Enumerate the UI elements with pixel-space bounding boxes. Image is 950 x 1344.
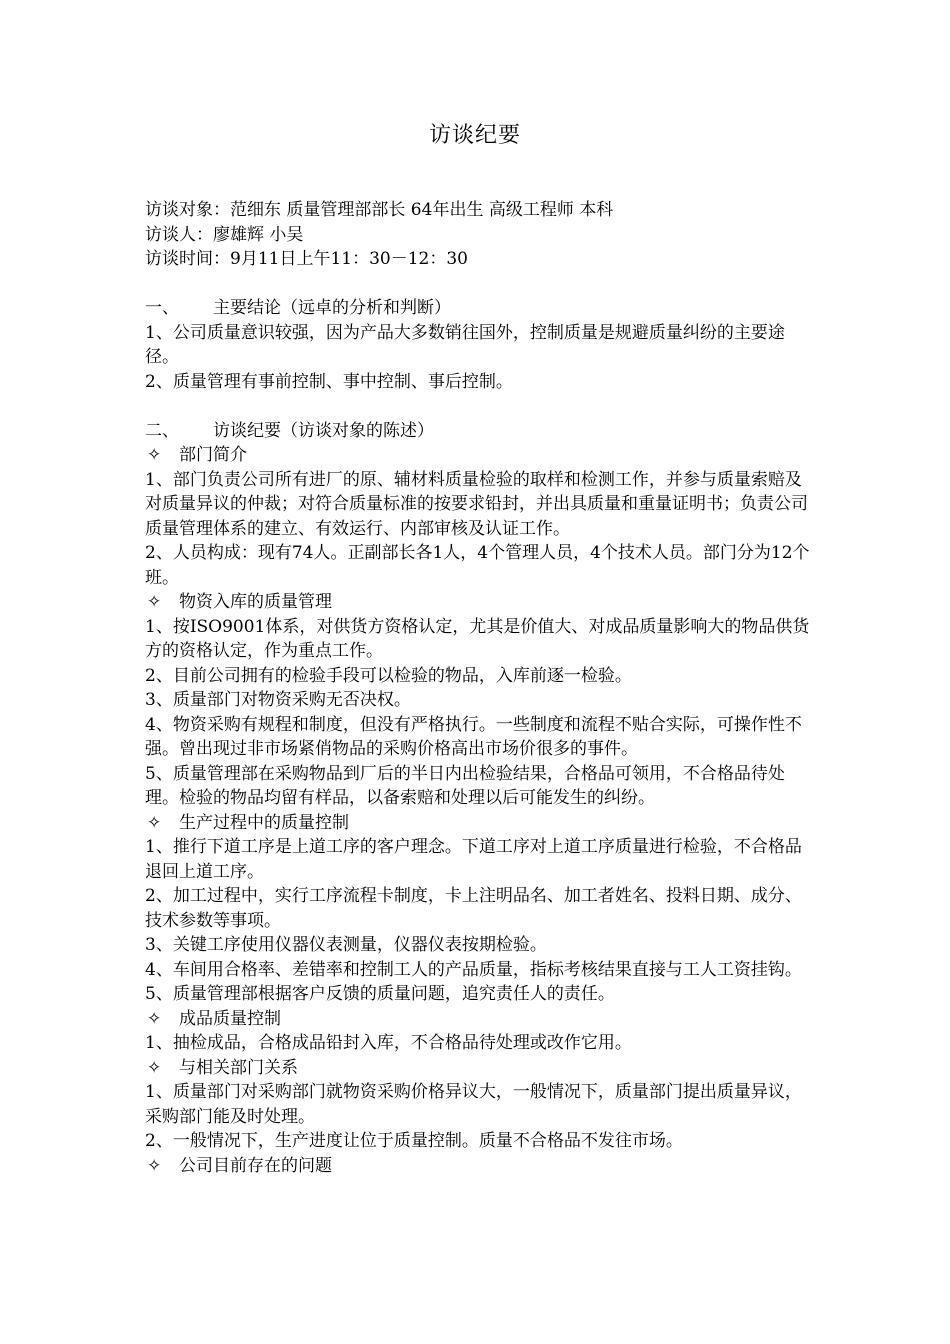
diamond-bullet-icon: ✧ (147, 812, 162, 833)
paragraph: 2、一般情况下，生产进度让位于质量控制。质量不合格品不发往市场。 (145, 1131, 683, 1151)
bullet-label: 与相关部门关系 (179, 1057, 298, 1078)
bullet-heading (145, 811, 810, 836)
paragraph: 1、质量部门对采购部门就物资采购价格异议大，一般情况下，质量部门提出质量异议，采购部门能及时处理。 (145, 1082, 802, 1127)
bullet-heading (145, 1056, 810, 1081)
bullet-label: 物资入库的质量管理 (179, 592, 332, 612)
diamond-bullet-icon: ✧ (147, 445, 162, 465)
section-title: 主要结论（远卓的分析和判断） (213, 298, 451, 318)
diamond-bullet-icon: ✧ (147, 592, 162, 612)
paragraph: 1、公司质量意识较强，因为产品大多数销往国外，控制质量是规避质量纠纷的主要途径。 (145, 322, 785, 367)
bullet-label: 成品质量控制 (179, 1008, 281, 1029)
spacer (145, 394, 810, 419)
bullet-heading (145, 590, 810, 615)
bullet-heading (145, 443, 810, 468)
paragraph: 1、抽检成品，合格成品铅封入库，不合格品待处理或改作它用。 (145, 1033, 632, 1053)
meta-time: 访谈时间：9月11日上午11：30－12：30 (145, 249, 468, 269)
diamond-bullet-icon: ✧ (147, 1008, 162, 1029)
paragraph: 2、质量管理有事前控制、事中控制、事后控制。 (145, 371, 513, 392)
paragraph: 2、人员构成：现有74人。正副部长各1人，4个管理人员，4个技术人员。部门分为12个班。 (145, 543, 810, 588)
meta-interviewer: 访谈人：廖雄辉 小吴 (145, 224, 304, 245)
section-heading-2 (145, 419, 810, 444)
bullet-heading (145, 1154, 810, 1179)
paragraph: 5、质量管理部在采购物品到厂后的半日内出检验结果，合格品可领用，不合格品待处理。检验的物品均留有样品，以备索赔和处理以后可能发生的纠纷。 (145, 763, 785, 808)
paragraph: 2、目前公司拥有的检验手段可以检验的物品，入库前逐一检验。 (145, 665, 632, 686)
document-title: 访谈纪要 (428, 123, 521, 148)
paragraph: 1、推行下道工序是上道工序的客户理念。下道工序对上道工序质量进行检验，不合格品退回上道工序。 (145, 837, 802, 882)
section-number: 二、 (145, 420, 179, 441)
meta-subject: 访谈对象：范细东 质量管理部部长 64年出生 高级工程师 本科 (145, 200, 614, 220)
bullet-heading (145, 1007, 810, 1032)
bullet-label: 生产过程中的质量控制 (179, 812, 349, 833)
paragraph: 1、部门负责公司所有进厂的原、辅材料质量检验的取样和检测工作，并参与质量索赔及对质量异议的仲裁；对符合质量标准的按要求铅封，并出具质量和重量证明书；负责公司质量管理体系的建立、有效运行、内部审核及认证工作。 (145, 469, 808, 539)
section-heading-1 (145, 296, 810, 321)
paragraph: 1、按ISO9001体系，对供货方资格认定，尤其是价值大、对成品质量影响大的物品供货方的资格认定，作为重点工作。 (145, 616, 810, 661)
paragraph: 3、关键工序使用仪器仪表测量，仪器仪表按期检验。 (145, 935, 547, 955)
section-title: 访谈纪要（访谈对象的陈述） (213, 420, 434, 441)
bullet-label: 公司目前存在的问题 (179, 1155, 332, 1176)
paragraph: 5、质量管理部根据客户反馈的质量问题，追究责任人的责任。 (145, 984, 615, 1004)
bullet-label: 部门简介 (179, 445, 247, 465)
paragraph: 3、质量部门对物资采购无否决权。 (145, 690, 411, 710)
document-body (145, 198, 810, 1178)
diamond-bullet-icon: ✧ (147, 1155, 162, 1176)
section-number: 一、 (145, 298, 179, 318)
spacer (145, 272, 810, 297)
paragraph: 4、物资采购有规程和制度，但没有严格执行。一些制度和流程不贴合实际，可操作性不强。曾出现过非市场紧俏物品的采购价格高出市场价很多的事件。 (145, 714, 802, 759)
paragraph: 2、加工过程中，实行工序流程卡制度，卡上注明品名、加工者姓名、投料日期、成分、技术参数等事项。 (145, 886, 802, 931)
paragraph: 4、车间用合格率、差错率和控制工人的产品质量，指标考核结果直接与工人工资挂钩。 (145, 959, 802, 980)
diamond-bullet-icon: ✧ (147, 1057, 162, 1078)
